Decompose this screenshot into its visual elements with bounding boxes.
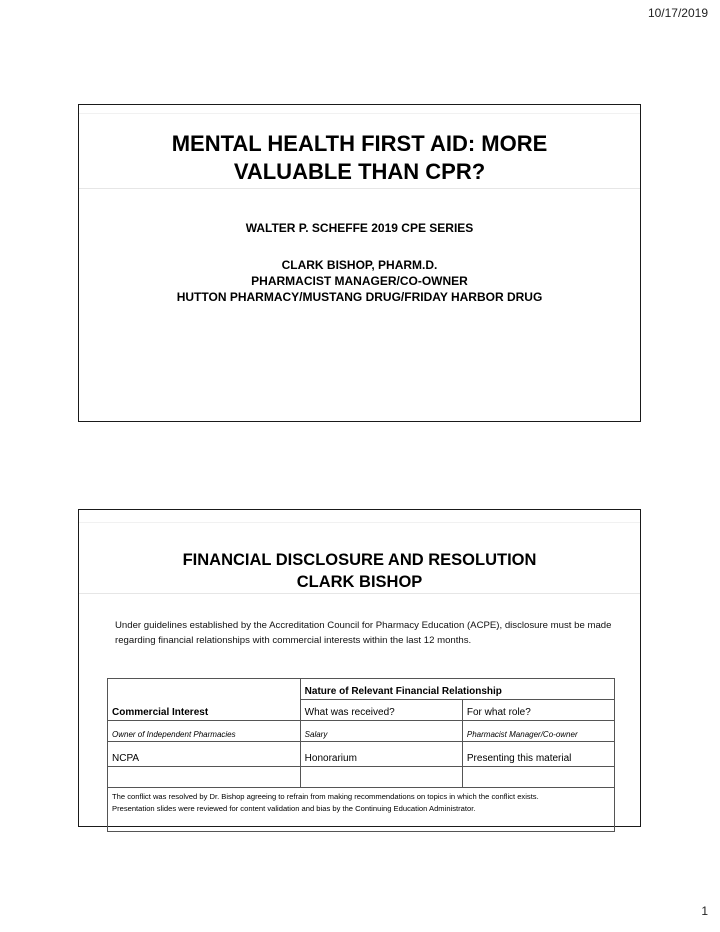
blank-header-cell	[108, 679, 301, 700]
presenter-role: PHARMACIST MANAGER/CO-OWNER	[251, 274, 468, 288]
resolution-note	[108, 788, 615, 832]
cell-role: Pharmacist Manager/Co-owner	[462, 721, 614, 742]
resolution-line-2: Presentation slides were reviewed for content validation and bias by the Continuing Education Administrator.	[112, 804, 476, 813]
presenter-org: HUTTON PHARMACY/MUSTANG DRUG/FRIDAY HARBOR DRUG	[176, 290, 543, 304]
col-header-commercial: Commercial Interest	[108, 700, 301, 721]
disclosure-intro: Under guidelines established by the Accreditation Council for Pharmacy Education (ACPE), disclosure must be made regarding financial relationships with commercial interests within the last 12 months.	[115, 620, 612, 646]
page-date: 10/17/2019	[647, 6, 708, 20]
disclosure-heading	[79, 522, 640, 594]
group-header: Nature of Relevant Financial Relationship	[300, 679, 614, 700]
table-row	[108, 742, 615, 767]
series-name: WALTER P. SCHEFFE 2019 CPE SERIES	[245, 221, 474, 235]
slide-title	[78, 104, 641, 422]
page-number: 1	[701, 904, 708, 918]
cell-interest: NCPA	[108, 742, 301, 767]
presenter-name: CLARK BISHOP, PHARM.D.	[281, 258, 438, 272]
table-header-row-2	[108, 700, 615, 721]
cell-role	[462, 767, 614, 788]
resolution-line-1: The conflict was resolved by Dr. Bishop agreeing to refrain from making recommendations on topics in which the conflict exists.	[112, 792, 539, 801]
cell-received: Honorarium	[300, 742, 462, 767]
table-row	[108, 767, 615, 788]
slide-title-heading	[79, 113, 640, 189]
resolution-row	[108, 788, 615, 832]
disclosure-title-line-2: CLARK BISHOP	[296, 573, 423, 591]
cell-interest	[108, 767, 301, 788]
cell-interest: Owner of Independent Pharmacies	[108, 721, 301, 742]
table-row	[108, 721, 615, 742]
cell-received: Salary	[300, 721, 462, 742]
col-header-role: For what role?	[462, 700, 614, 721]
disclosure-title-line-1: FINANCIAL DISCLOSURE AND RESOLUTION	[182, 551, 537, 569]
disclosure-table	[107, 678, 615, 832]
title-line-1: MENTAL HEALTH FIRST AID: MORE	[171, 131, 548, 156]
table-header-row-1	[108, 679, 615, 700]
col-header-received: What was received?	[300, 700, 462, 721]
presenter-block	[79, 257, 640, 305]
title-line-2: VALUABLE THAN CPR?	[233, 159, 486, 184]
cell-received	[300, 767, 462, 788]
slide-disclosure	[78, 509, 641, 827]
cell-role: Presenting this material	[462, 742, 614, 767]
